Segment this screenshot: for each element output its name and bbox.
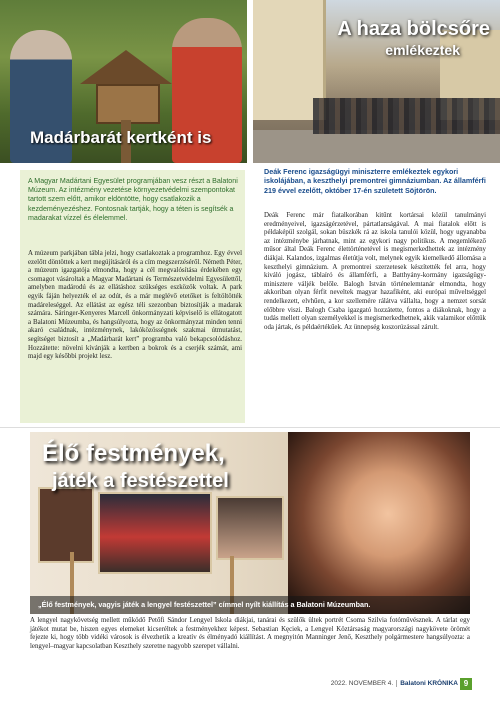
courtyard-ground: [253, 130, 500, 163]
right-article-body: Deák Ferenc már fiatalkorában kitűnt kortársai közül tanulmányi eredményeivel, igazságérzetével, pártatlanságával. A mai fiatalok előtt is példaképül szolgál, sokan büszkék rá az iskola tanulói közül, hogy ugyanabba az intézménybe járhatnak, mint az egykori nagy politikus. A megemlékező műsor által Deák Ferenc élettörténetével is megismerkedhettek az intézmény diákjai. Kalandos, izgalmas életútja volt, melynek egyik kiemelkedő állomása a keszthelyi gimnázium. A premontrei szerzetesek készítették fel arra, hogy kiváló jogász, táblaíró és államférfi, a Batthyány-kormány igazságügy-minisztere váljék belőle. Balogh István történelemtanár elmondta, hogy akkoriban olyan férfit neveltek magyar hazafiként, aki európai műveltséggel rendelkezett, elvhűen, a kor szellemére rálátva vállalta, hogy a nemzet sorsát előbbre viszi. Balogh Csaba igazgató hozzátette, fontos a diákoknak, hogy a tudás mellett olyan személyekkel is megismerkedhetnek, akik valamikor előttük oda jártak, és példaértékűek. Az ünnepség koszorúzással zárult.: [264, 212, 486, 331]
footer-date: 2022. NOVEMBER 4.: [330, 680, 394, 688]
left-article-body: A múzeum parkjában tábla jelzi, hogy csatlakoztak a programhoz. Egy évvel ezelőtt döntöttek a kert megújításáról és a cím megszerzéséről. Németh Péter, a múzeum igazgatója elmondta, hogy a cél megvalósítása érdekében egy csomagot vásároltak a Magyar Madártani és Természetvédelmi Egyesülettől, amelyben madárodú és az ellátáshoz szükséges eszközök voltak. A park egyik fáján helyezték el az odút, és a már meglévő etetőket is feltöltötték madáreleséggel. Az ellátást az egész téli szezonban biztosítják a madarak számára. Sáringer-Kenyeres Marcell önkormányzati képviselő is ellátogatott a Balatoni Múzeumba, és hangsúlyozta, hogy az önkormányzat minden tenni akaró családnak, intézménynek, lakóközösségnek szakmai útmutatást, segítséget biztosít a „Madárbarát kert” programba való bekapcsolódáshoz. Hozzátette: növelni kívánják a kertben a bokrok és a cserjék számát, ami majd egy későbbi projekt lesz.: [28, 250, 242, 361]
painting-frame-1: [38, 487, 94, 563]
bird-feeder-box: [96, 84, 160, 124]
bottom-article-headline-line2: játék a festészettel: [52, 470, 229, 492]
page-number-badge: 9: [460, 678, 472, 690]
footer-brand: Balatoni KRÓNIKA: [400, 680, 458, 688]
painting-frame-2: [98, 492, 212, 574]
girl-portrait: [288, 432, 470, 614]
ceremony-photo: [253, 0, 500, 163]
right-article-lead: Deák Ferenc igazságügyi miniszterre emlékeztek egykori iskolájában, a keszthelyi premontrei gimnáziumban. Az államférfi 219 évvel ezelőtt, október 17-én született Söjtörön.: [264, 167, 486, 195]
bottom-article-headline-line1: Élő festmények,: [42, 440, 225, 467]
left-article-lead: A Magyar Madártani Egyesület programjában vesz részt a Balatoni Múzeum. Az intézmény vezetése környezetvédelmi szempontokat tartott szem előtt, amikor eldöntötte, hogy csatlakozik a kezdeményezéshez. Fontosnak tartják, hogy a téten is segítsék a madarakat vízzel és élelemmel.: [28, 177, 238, 222]
painting-frame-3: [216, 496, 284, 560]
section-divider: [0, 427, 500, 428]
bird-garden-photo: [0, 0, 247, 163]
exhibition-photo: [30, 432, 470, 614]
bird-feeder-roof: [80, 50, 172, 84]
crowd-figures: [313, 98, 500, 134]
page-footer: [331, 680, 458, 687]
right-article-headline-line1: A haza bölcsőre: [337, 18, 490, 40]
left-article-headline: Madárbarát kertként is: [30, 128, 212, 147]
bottom-article-body: A lengyel nagykövetség mellett működő Petőfi Sándor Lengyel Iskola diákjai, tanárai és szülők ültek portrét Csoma Szilvia fotóművésznek. A tárlat egy játékot mutat be, hiszen egyes elemeket kicseréltek a festményekhez képest. Sebastian Kęciek, a Lengyel Köztársaság magyarországi nagykövete örömét fejezte ki, hogy több vidéki városok is élvezhetik a kreatív és élményadó kiállítást. A megnyitón Manninger Jenő, Keszthely polgármestere hangsúlyozta: a lengyel–magyar kapcsolatban Keszthely szeretne nagyobb szerepet vállalni.: [30, 617, 470, 651]
right-article-headline-line2: emlékeztek: [385, 42, 460, 58]
photo-caption: „Élő festmények, vagyis játék a lengyel festészettel” címmel nyílt kiállítás a Balatoni Múzeumban.: [30, 596, 470, 614]
footer-separator: [396, 680, 397, 687]
